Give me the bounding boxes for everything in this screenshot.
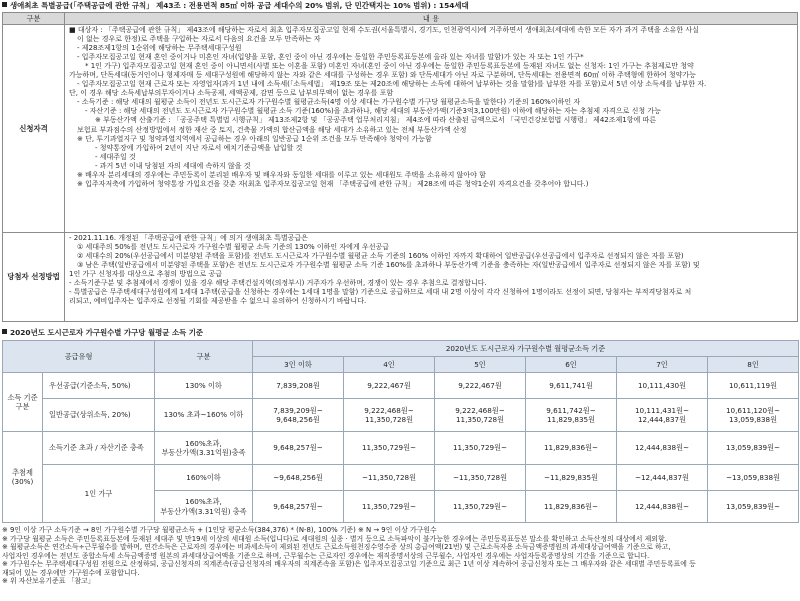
text-line: - 특별공급은 무주택세대구성원에게 1세대 1주택(공급을 신청하는 경우에는 1세대 1명을 말함) 기준으로 공급하므로 세대 내 2명 이상이 각각 신청하여 1명이라도 선정이 되면, 당첨자는 부적격당첨자로 처 bbox=[69, 288, 692, 297]
footnote: 사업자인 경우에는 전년도 종합소득세 소득금액증명 원본의 과세대상급여액을 기준으로 하며, 근무월수는 근로자인 경우에는 재직증명서상의 근무월수, 사업자인 경우에는 사업자등록증명상의 기간을 기준으로 합니다. bbox=[2, 551, 650, 560]
value-cell: 9,222,467원 bbox=[344, 373, 435, 399]
value-cell: 10,611,120원~ 13,059,838원 bbox=[708, 399, 799, 432]
footnote: 재되어 있는 경우에만 가구원수에 포함합니다. bbox=[2, 568, 140, 577]
table-row bbox=[3, 465, 799, 491]
text-line: ① 세대주의 50%를 전년도 도시근로자 가구원수별 월평균 소득 기준의 130% 이하인 자에게 우선공급 bbox=[77, 243, 389, 252]
text-line: ※ 단, 투기과열지구 및 청약과열지역에서 공급하는 경우 아래의 일반공급 1순위 조건을 모두 만족해야 청약이 가능함 bbox=[77, 134, 432, 143]
row-label-selection-method: 당첨자 선정방법 bbox=[3, 233, 65, 322]
value-cell: 9,222,468원~ 11,350,728원 bbox=[435, 399, 526, 432]
text-line: 리되고, 예비입주자는 입주자로 선정될 기회를 제공받을 수 없으니 유의하여 신청하시기 바랍니다. bbox=[69, 297, 367, 306]
table-row bbox=[3, 432, 799, 465]
special-supply-criteria-table bbox=[2, 12, 798, 322]
header-kind: 구분 bbox=[155, 341, 253, 373]
value-cell: ~11,350,728원 bbox=[435, 465, 526, 491]
value-cell: 9,648,257원~ bbox=[253, 432, 344, 465]
header-content: 내 용 bbox=[65, 13, 798, 25]
value-cell: 7,839,208원 bbox=[253, 373, 344, 399]
value-cell: 12,444,838원~ bbox=[617, 432, 708, 465]
supply-type: 일반공급(상위소득, 20%) bbox=[43, 399, 155, 432]
value-cell: 12,444,838원~ bbox=[617, 491, 708, 523]
table-row bbox=[3, 233, 798, 322]
supply-type: 우선공급(기준소득, 50%) bbox=[43, 373, 155, 399]
supply-type: 소득기준 초과 / 자산기준 충족 bbox=[43, 432, 155, 465]
kind-cell: 160%이하 bbox=[155, 465, 253, 491]
text-line: - 소득기준구분 및 추첨제에서 경쟁이 있을 경우 해당 주택건설지역(의정부시) 거주자가 우선하며, 경쟁이 있는 경우 추첨으로 결정합니다. bbox=[69, 279, 487, 288]
value-cell: 9,611,741원 bbox=[526, 373, 617, 399]
text-line: - 제28조제1항의 1순위에 해당하는 무주택세대구성원 bbox=[77, 44, 242, 53]
text-line: 가능하며, 단독세대(동거인이나 형제자매 등 세대구성원에 해당하지 않는 자와 같은 세대를 구성하는 경우 포함) 와 단독세대가 아닌 자로 구분하며, 단독세대는 전용면적 60㎡ 이하 주택형에 한하여 청약가능 bbox=[69, 71, 696, 80]
footnote: ※ 월평균소득은 연간소득÷근무월수를 말하며, 연간소득은 근로자의 경우에는 비과세소득이 제외된 전년도 근로소득원천징수영수증 상의 총급여액(21번) 및 근로소득자용 소득금액증명원의 과세대상급여액을 기준으로 하고, bbox=[2, 543, 671, 552]
kind-cell: 130% 이하 bbox=[155, 373, 253, 399]
header-col-6: 6인 bbox=[526, 357, 617, 373]
header-col-4: 4인 bbox=[344, 357, 435, 373]
value-cell: ~12,444,837원 bbox=[617, 465, 708, 491]
table-row bbox=[3, 373, 799, 399]
value-cell: ~11,829,835원 bbox=[526, 465, 617, 491]
text-line: 보험료 부과점수의 산정방법에서 정한 재산 중 토지, 건축물 가액의 합산금액을 해당 세대가 소유하고 있는 전체 부동산가액 산정 bbox=[77, 125, 467, 134]
table-header-row bbox=[3, 341, 799, 357]
header-category: 구분 bbox=[3, 13, 65, 25]
text-line: - 입주자모집공고일 현재 혼인 중이거나 미혼인 자녀(입양을 포함, 혼인 중이 아닌 경우에는 동일한 주민등록표등본에 올라 있는 자녀를 말함)가 있는 자 또는 1인 가구* bbox=[77, 53, 584, 62]
row-label-eligibility: 신청자격 bbox=[3, 25, 65, 233]
header-supply-type: 공급유형 bbox=[3, 341, 155, 373]
text-line: 단, 이 경우 해당 소득세납부의무자이거나 소득공제, 세액공제, 감면 등으로 납부의무액이 없는 경우를 포함 bbox=[69, 89, 394, 98]
value-cell: 11,350,729원~ bbox=[435, 491, 526, 523]
text-line: ※ 입주자저축에 가입하여 청약통장 가입요건을 갖춘 자(최초 입주자모집공고일 현재 「주택공급에 관한 규칙」 제28조에 따른 청약1순위 자격요건을 갖추어야 합니다.) bbox=[77, 179, 589, 188]
footnote: ※ 위 자산보유기준표 「참고」 bbox=[2, 577, 95, 586]
income-criteria-table bbox=[2, 340, 799, 523]
text-line: - 과거 5년 이내 당첨된 자의 세대에 속하지 않을 것 bbox=[95, 161, 251, 170]
text-line: ※ 배우자 분리세대의 경우에는 주민등록이 분리된 배우자 및 배우자와 동일한 세대를 이루고 있는 세대원도 주택을 소유하지 않아야 함 bbox=[77, 170, 486, 179]
value-cell: 11,350,729원~ bbox=[344, 432, 435, 465]
text-line: ③ 남은 주택(일반공급에서 미분양된 주택을 포함)은 전년도 도시근로자 가구원수별 월평균 소득 기준 160%를 초과하나 부동산가액 기준을 충족하는 자(일반공급에서 입주자로 선정되지 않은 자를 포함) 및 bbox=[77, 261, 700, 270]
square-bullet-icon bbox=[2, 329, 7, 334]
value-cell: ~9,648,256원 bbox=[253, 465, 344, 491]
text-line: - 자산기준 : 해당 세대의 전년도 도시근로자 가구원수별 월평균 소득 기준(160%)을 초과하나, 해당 세대의 부동산가액(기준3억3,100만원) 이하에 해당하는 자는 추첨제 자격으로 신청 가능 bbox=[85, 107, 661, 116]
footnote: ※ 가구당 월평균 소득은 주민등록표등본에 등재된 세대주 및 만19세 이상의 세대원 소득(입니다)로 세대원의 실종 · 별거 등으로 소득파악이 불가능한 경우에는 주민등록표등본 말소를 확인하고 소득산정의 대상에서 제외함. bbox=[2, 534, 667, 543]
square-bullet-icon bbox=[2, 2, 7, 7]
footnote: ※ 가구원수는 무주택세대구성원 전원으로 산정하되, 공급신청자의 직계존속(공급신청자의 배우자의 직계존속을 포함)은 입주자모집공고일 기준으로 최근 1년 이상 계속하여 공급신청자 또는 그 배우자와 같은 세대별 주민등록표에 등 bbox=[2, 560, 696, 569]
value-cell: 9,648,257원~ bbox=[253, 491, 344, 523]
text-line: ② 세대수의 20%(우선공급에서 미분양된 주택을 포함)를 전년도 도시근로자 가구원수별 월평균 소득 기준의 160% 이하인 자까지 확대하여 일반공급(우선공급에서 입주자로 선정되지 않은 자를 포함) bbox=[77, 252, 684, 261]
value-cell: 10,611,119원 bbox=[708, 373, 799, 399]
text-line: * 1인 가구) 입주자모집공고일 현재 혼인 중이 아니면서(사별 또는 이혼을 포함) 미혼인 자녀(혼인 중이 아닌 경우에는 동일한 주민등록표등본에 등재된 자녀도 없는 신청자: 1인 가구는 추첨제로만 청약 bbox=[85, 62, 694, 71]
table-row bbox=[3, 399, 799, 432]
section2-title: 2020년도 도시근로자 가구원수별 가구당 월평균 소득 기준 bbox=[2, 328, 203, 337]
text-line: ※ 부동산가액 산출기준 : 「공공주택 특별법 시행규칙」 제13조제2항 및 「공공주택 업무처리지침」 제4조에 따라 산출된 금액으로서 「국민건강보험법 시행령」 제42조제1항에 따른 bbox=[95, 116, 656, 125]
value-cell: 11,829,836원~ bbox=[526, 432, 617, 465]
footnotes bbox=[2, 526, 798, 586]
kind-cell: 130% 초과~160% 이하 bbox=[155, 399, 253, 432]
value-cell: 7,839,209원~ 9,648,256원 bbox=[253, 399, 344, 432]
text-line: - 소득기준 : 해당 세대의 월평균 소득이 전년도 도시근로자 가구원수별 월평균소득(4명 이상 세대는 가구원수별 가구당 월평균소득을 말한다) 기준의 160%이하인 자 bbox=[77, 98, 581, 107]
value-cell: 10,111,431원~ 12,444,837원 bbox=[617, 399, 708, 432]
value-cell: 11,829,836원~ bbox=[526, 491, 617, 523]
text-line: - 입주자모집공고일 현재 근로자 또는 자영업자(과거 1년 내에 소득세(「소득세법」 제19조 또는 제20조에 해당하는 소득에 대하여 납부하는 것을 말함)를 납부한 자를 포함)로서 5년 이상 소득세를 납부한 자. bbox=[77, 80, 707, 89]
value-cell: ~11,350,728원 bbox=[344, 465, 435, 491]
header-col-8: 8인 bbox=[708, 357, 799, 373]
value-cell: 13,059,839원~ bbox=[708, 432, 799, 465]
value-cell: ~13,059,838원 bbox=[708, 465, 799, 491]
value-cell: 9,611,742원~ 11,829,835원 bbox=[526, 399, 617, 432]
header-col-5: 5인 bbox=[435, 357, 526, 373]
value-cell: 9,222,468원~ 11,350,728원 bbox=[344, 399, 435, 432]
value-cell: 10,111,430원 bbox=[617, 373, 708, 399]
kind-cell: 160%초과, 부동산가액(3.31억원) 충족 bbox=[155, 491, 253, 523]
text-line: ■ 대상자 : 「주택공급에 관한 규칙」 제43조에 해당하는 자로서 최초 입주자모집공고일 현재 수도권(서울특별시, 경기도, 인천광역시)에 거주하면서 생애최초(세대에 속한 모든 자가 과거 주택을 소유한 사실 bbox=[69, 26, 699, 34]
kind-cell: 160%초과, 부동산가액(3.31억원)충족 bbox=[155, 432, 253, 465]
text-line: - 청약통장에 가입하여 2년이 지난 자로서 예치기준금액을 납입할 것 bbox=[95, 143, 303, 152]
eligibility-content bbox=[65, 25, 798, 233]
table-row bbox=[3, 25, 798, 233]
header-income-group: 2020년도 도시근로자 가구원수별 월평균소득 기준 bbox=[253, 341, 799, 357]
group-income-criteria: 소득 기준 구분 bbox=[3, 373, 43, 432]
value-cell: 13,059,839원~ bbox=[708, 491, 799, 523]
header-col-7: 7인 bbox=[617, 357, 708, 373]
selection-method-content bbox=[65, 233, 798, 322]
footnote: ※ 9인 이상 가구 소득기준 → 8인 가구원수별 가구당 월평균소득 + (1인당 평균소득(384,376) * (N-8), 100% 기준) ※ N → 9인 이상 가구원수 bbox=[2, 526, 437, 534]
section1-title: 생애최초 특별공급(「주택공급에 관한 규칙」 제43조 : 전용면적 85㎡ 이하 공급 세대수의 20% 범위, 단 민간택지는 10% 범위) : 154세대 bbox=[2, 1, 469, 10]
header-col-3: 3인 이하 bbox=[253, 357, 344, 373]
group-lottery: 추첨제 (30%) bbox=[3, 432, 43, 523]
text-line: 이 없는 경우로 한정)로 주택을 구입하는 자로서 다음의 요건을 모두 만족하는 자 bbox=[77, 35, 321, 44]
text-line: 1인 가구 신청자를 대상으로 추첨의 방법으로 공급 bbox=[69, 270, 223, 279]
value-cell: 11,350,729원~ bbox=[435, 432, 526, 465]
value-cell: 9,222,467원 bbox=[435, 373, 526, 399]
value-cell: 11,350,729원~ bbox=[344, 491, 435, 523]
text-line: - 2021.11.16. 개정된 「주택공급에 관한 규칙」에 의거 생애최초 특별공급은 bbox=[69, 234, 308, 242]
text-line: - 세대주일 것 bbox=[95, 152, 136, 161]
table-header-row bbox=[3, 13, 798, 25]
supply-type: 1인 가구 bbox=[43, 465, 155, 523]
